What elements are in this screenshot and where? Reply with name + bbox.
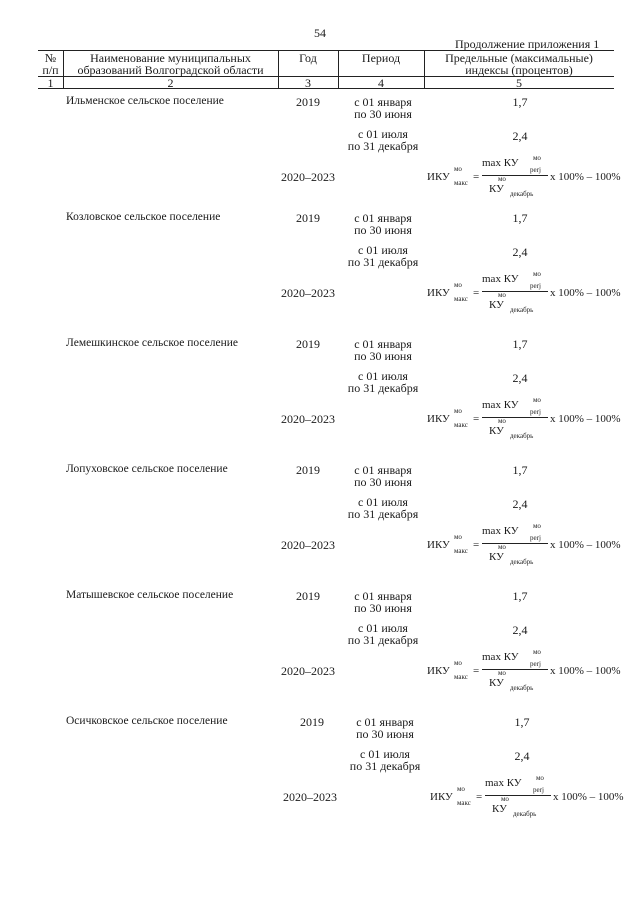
- year-range: 2020–2023: [283, 790, 337, 804]
- header-col-name-line1: Наименование муниципальных: [90, 51, 251, 65]
- formula-lhs-sub: макс: [454, 547, 468, 555]
- period-first-half: [333, 212, 433, 236]
- formula-numerator-sup: мо: [533, 396, 541, 404]
- formula-lhs-sub: макс: [454, 295, 468, 303]
- formula-denominator-sub: декабрь: [510, 558, 534, 566]
- formula-lhs-sup: мо: [454, 533, 462, 541]
- year-range: 2020–2023: [281, 170, 335, 184]
- period-first-half-start: с 01 января: [354, 589, 412, 603]
- period-second-half-end: по 31 декабря: [347, 381, 419, 395]
- formula-denominator-sup: мо: [498, 669, 506, 677]
- formula-denominator: КУ: [489, 677, 504, 689]
- municipality-name: Ильменское сельское поселение: [66, 95, 224, 107]
- formula-equals: =: [473, 539, 480, 551]
- municipality-name: Лопуховское сельское поселение: [66, 463, 228, 475]
- formula-denominator-sup: мо: [498, 543, 506, 551]
- year-2019: 2019: [296, 589, 320, 603]
- formula-numerator-sup: мо: [536, 774, 544, 782]
- table-row: [0, 620, 640, 818]
- formula-numerator-sup: мо: [533, 648, 541, 656]
- period-second-half-start: с 01 июля: [358, 495, 408, 509]
- formula-tail: x 100% – 100%: [550, 665, 621, 677]
- period-first-half: [333, 338, 433, 362]
- period-first-half: [335, 716, 435, 740]
- formula-denominator-sub: декабрь: [510, 190, 534, 198]
- year-range: 2020–2023: [281, 664, 335, 678]
- formula-equals: =: [473, 413, 480, 425]
- formula-equals: =: [476, 791, 483, 803]
- year-2019: 2019: [296, 463, 320, 477]
- formula-tail: x 100% – 100%: [550, 287, 621, 299]
- formula-lhs-sup: мо: [454, 165, 462, 173]
- index-value-second-half: 2,4: [512, 129, 528, 143]
- formula-numerator-sub: perj: [533, 786, 544, 794]
- formula-numerator-sup: мо: [533, 522, 541, 530]
- formula-fraction-bar: [485, 795, 551, 796]
- formula-equals: =: [473, 171, 480, 183]
- formula-numerator-sub: perj: [530, 534, 541, 542]
- header-col-index-line2: индексы (процентов): [465, 63, 573, 77]
- period-second-half-end: по 31 декабря: [347, 507, 419, 521]
- period-first-half-end: по 30 июня: [354, 223, 412, 237]
- period-second-half-start: с 01 июля: [358, 621, 408, 635]
- formula-lhs: ИКУ: [427, 539, 450, 551]
- municipality-name: Лемешкинское сельское поселение: [66, 337, 239, 349]
- formula-lhs: ИКУ: [430, 791, 453, 803]
- formula-numerator-sup: мо: [533, 270, 541, 278]
- index-value-first-half: 1,7: [512, 337, 528, 351]
- column-number-1: 1: [47, 76, 54, 90]
- formula-lhs-sub: макс: [454, 673, 468, 681]
- municipality-name: Козловское сельское поселение: [66, 211, 221, 223]
- continuation-note: Продолжение приложения 1: [455, 37, 600, 51]
- formula-lhs-sup: мо: [457, 785, 465, 793]
- index-value-first-half: 1,7: [512, 211, 528, 225]
- formula-denominator: КУ: [489, 551, 504, 563]
- index-value-first-half: 1,7: [512, 463, 528, 477]
- formula-numerator: max КУ: [482, 157, 519, 169]
- year-2019: 2019: [300, 715, 324, 729]
- formula-lhs: ИКУ: [427, 665, 450, 677]
- formula-denominator: КУ: [489, 183, 504, 195]
- table-row: [0, 494, 640, 692]
- period-first-half-start: с 01 января: [354, 211, 412, 225]
- period-second-half-start: с 01 июля: [360, 747, 410, 761]
- period-first-half-end: по 30 июня: [354, 349, 412, 363]
- year-range: 2020–2023: [281, 538, 335, 552]
- formula-denominator-sub: декабрь: [510, 306, 534, 314]
- period-second-half-end: по 31 декабря: [347, 255, 419, 269]
- formula-numerator: max КУ: [482, 651, 519, 663]
- table-row: [0, 368, 640, 566]
- period-second-half-start: с 01 июля: [358, 127, 408, 141]
- page-number: 54: [314, 26, 326, 40]
- formula-denominator-sub: декабрь: [513, 810, 537, 818]
- period-first-half: [333, 464, 433, 488]
- formula-numerator: max КУ: [485, 777, 522, 789]
- index-value-second-half: 2,4: [512, 497, 528, 511]
- period-first-half-start: с 01 января: [354, 463, 412, 477]
- formula-denominator-sup: мо: [498, 417, 506, 425]
- formula-equals: =: [473, 287, 480, 299]
- index-value-first-half: 1,7: [512, 95, 528, 109]
- index-value-second-half: 2,4: [512, 623, 528, 637]
- index-value-second-half: 2,4: [514, 749, 530, 763]
- year-2019: 2019: [296, 95, 320, 109]
- header-col-index-line1: Предельные (максимальные): [445, 51, 593, 65]
- formula-numerator-sub: perj: [530, 166, 541, 174]
- table-row: [0, 0, 640, 198]
- formula-denominator-sup: мо: [498, 175, 506, 183]
- formula-lhs-sup: мо: [454, 659, 462, 667]
- period-second-half-start: с 01 июля: [358, 243, 408, 257]
- period-first-half-start: с 01 января: [356, 715, 414, 729]
- column-number-2: 2: [167, 76, 174, 90]
- column-number-4: 4: [378, 76, 384, 90]
- index-value-second-half: 2,4: [512, 245, 528, 259]
- period-first-half-end: по 30 июня: [354, 107, 412, 121]
- formula-tail: x 100% – 100%: [550, 171, 621, 183]
- formula-denominator-sup: мо: [501, 795, 509, 803]
- formula-denominator: КУ: [489, 299, 504, 311]
- period-first-half-end: по 30 июня: [354, 475, 412, 489]
- formula-denominator-sup: мо: [498, 291, 506, 299]
- column-number-3: 3: [305, 76, 311, 90]
- formula-denominator-sub: декабрь: [510, 432, 534, 440]
- index-value-second-half: 2,4: [512, 371, 528, 385]
- formula-numerator: max КУ: [482, 525, 519, 537]
- header-col-number-line2: п/п: [42, 63, 59, 77]
- period-second-half-end: по 31 декабря: [349, 759, 421, 773]
- formula-lhs-sup: мо: [454, 407, 462, 415]
- formula-lhs: ИКУ: [427, 171, 450, 183]
- table-row: [0, 242, 640, 440]
- formula-tail: x 100% – 100%: [553, 791, 624, 803]
- period-first-half-end: по 30 июня: [356, 727, 414, 741]
- header-col-name-line2: образований Волгоградской области: [77, 63, 264, 77]
- year-range: 2020–2023: [281, 412, 335, 426]
- period-second-half: [335, 748, 435, 772]
- period-second-half-end: по 31 декабря: [347, 139, 419, 153]
- table-row: [0, 116, 640, 314]
- formula-lhs: ИКУ: [427, 413, 450, 425]
- formula-numerator-sup: мо: [533, 154, 541, 162]
- formula-denominator: КУ: [492, 803, 507, 815]
- period-first-half: [333, 590, 433, 614]
- formula-lhs-sup: мо: [454, 281, 462, 289]
- column-number-5: 5: [516, 76, 522, 90]
- index-value-first-half: 1,7: [514, 715, 530, 729]
- municipality-name: Матышевское сельское поселение: [66, 589, 234, 601]
- formula-equals: =: [473, 665, 480, 677]
- formula-lhs: ИКУ: [427, 287, 450, 299]
- header-col-number-line1: №: [44, 51, 57, 65]
- formula-tail: x 100% – 100%: [550, 539, 621, 551]
- formula-lhs-sub: макс: [454, 421, 468, 429]
- formula-tail: x 100% – 100%: [550, 413, 621, 425]
- formula-numerator-sub: perj: [530, 660, 541, 668]
- header-col-year: Год: [299, 51, 317, 65]
- period-first-half-end: по 30 июня: [354, 601, 412, 615]
- formula-numerator-sub: perj: [530, 282, 541, 290]
- formula-denominator: КУ: [489, 425, 504, 437]
- municipality-name: Осичковское сельское поселение: [66, 715, 228, 727]
- formula-numerator-sub: perj: [530, 408, 541, 416]
- header-col-period: Период: [361, 51, 401, 65]
- formula-numerator: max КУ: [482, 399, 519, 411]
- index-value-first-half: 1,7: [512, 589, 528, 603]
- formula-numerator: max КУ: [482, 273, 519, 285]
- formula-lhs-sub: макс: [454, 179, 468, 187]
- period-second-half-end: по 31 декабря: [347, 633, 419, 647]
- period-first-half-start: с 01 января: [354, 95, 412, 109]
- formula-lhs-sub: макс: [457, 799, 471, 807]
- formula-denominator-sub: декабрь: [510, 684, 534, 692]
- year-2019: 2019: [296, 211, 320, 225]
- index-formula: [430, 774, 630, 818]
- period-second-half-start: с 01 июля: [358, 369, 408, 383]
- year-2019: 2019: [296, 337, 320, 351]
- period-first-half-start: с 01 января: [354, 337, 412, 351]
- year-range: 2020–2023: [281, 286, 335, 300]
